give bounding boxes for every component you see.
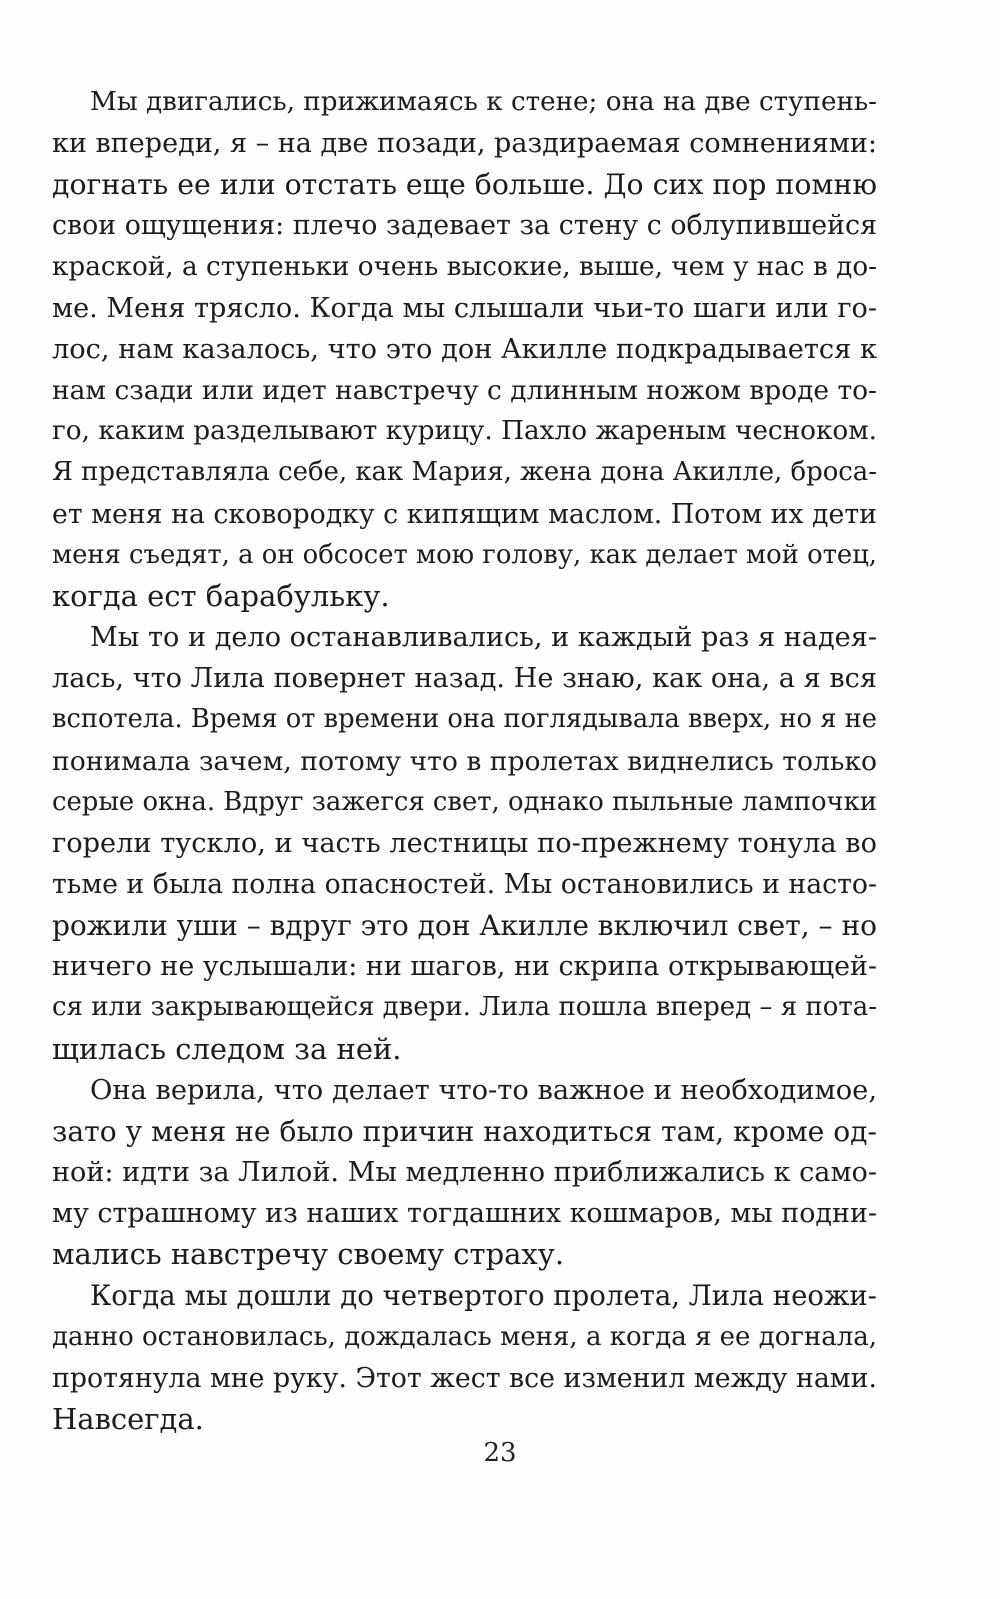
text-line: догнать ее или отстать еще больше. До сих пор помню: [52, 168, 877, 202]
text-line: лос, нам казалось, что это дон Акилле подкрадывается к: [52, 333, 877, 365]
text-line: тьме и была полна опасностей. Мы остановились и насто-: [52, 868, 877, 900]
text-line: лась, что Лила повернет назад. Не знаю, как она, а я вся: [52, 663, 877, 695]
text-line: понимала зачем, потому что в пролетах виднелись только: [52, 745, 877, 777]
text-line: рожили уши – вдруг это дон Акилле включил свет, – но: [52, 909, 877, 943]
paragraph: [52, 1276, 877, 1441]
paragraph: [52, 1070, 877, 1276]
text-line: Навсегда.: [52, 1402, 204, 1436]
text-line: данно остановилась, дождалась меня, а когда я ее догнала,: [52, 1321, 877, 1352]
text-line: ся или закрывающейся двери. Лила пошла вперед – я пота-: [52, 992, 877, 1023]
text-line: щилась следом за ней.: [52, 1031, 402, 1066]
text-line: краской, а ступеньки очень высокие, выше, чем у нас в до-: [52, 251, 877, 282]
text-line: ме. Меня трясло. Когда мы слышали чьи-то шаги или го-: [52, 292, 877, 324]
text-line: меня съедят, а он обсосет мою голову, как делает мой отец,: [52, 539, 877, 570]
text-line: нам сзади или идет навстречу с длинным ножом вроде то-: [52, 375, 877, 407]
text-line: мались навстречу своему страху.: [52, 1237, 565, 1272]
text-line: ет меня на сковородку с кипящим маслом. Потом их дети: [52, 498, 877, 530]
paragraph: [52, 617, 877, 1070]
text-line: протянула мне руку. Этот жест все изменил между нами.: [52, 1362, 877, 1394]
text-line: вспотела. Время от времени она поглядывала вверх, но я не: [52, 704, 877, 735]
body-text: [52, 82, 877, 1440]
text-line: му страшному из наших тогдашних кошмаров, мы подни-: [52, 1198, 877, 1230]
text-line: зато у меня не было причин находиться там, кроме од-: [52, 1114, 877, 1148]
text-line: горели тускло, и часть лестницы по-прежнему тонула во: [52, 827, 877, 859]
text-line: Мы двигались, прижимаясь к стене; она на две ступень-: [90, 87, 878, 117]
text-line: свои ощущения: плечо задевает за стену с облупившейся: [52, 210, 877, 242]
text-line: Она верила, что делает что-то важное и необходимое,: [90, 1074, 877, 1106]
text-line: серые окна. Вдруг зажегся свет, однако пыльные лампочки: [52, 786, 878, 817]
text-line: ки впереди, я – на две позади, раздираемая сомнениями:: [52, 128, 877, 160]
page-number: 23: [483, 1438, 517, 1468]
text-line: ничего не услышали: ни шагов, ни скрипа открывающей-: [52, 951, 877, 983]
text-line: Я представляла себе, как Мария, жена дона Акилле, броса-: [52, 457, 877, 488]
text-line: го, каким разделывают курицу. Пахло жареным чесноком.: [52, 416, 877, 447]
text-line: когда ест барабульку.: [52, 578, 390, 613]
paragraph: [52, 82, 877, 617]
text-line: ной: идти за Лилой. Мы медленно приближались к само-: [52, 1157, 877, 1189]
text-line: Когда мы дошли до четвертого пролета, Лила неожи-: [90, 1279, 877, 1312]
text-line: Мы то и дело останавливались, и каждый раз я надея-: [90, 622, 877, 654]
